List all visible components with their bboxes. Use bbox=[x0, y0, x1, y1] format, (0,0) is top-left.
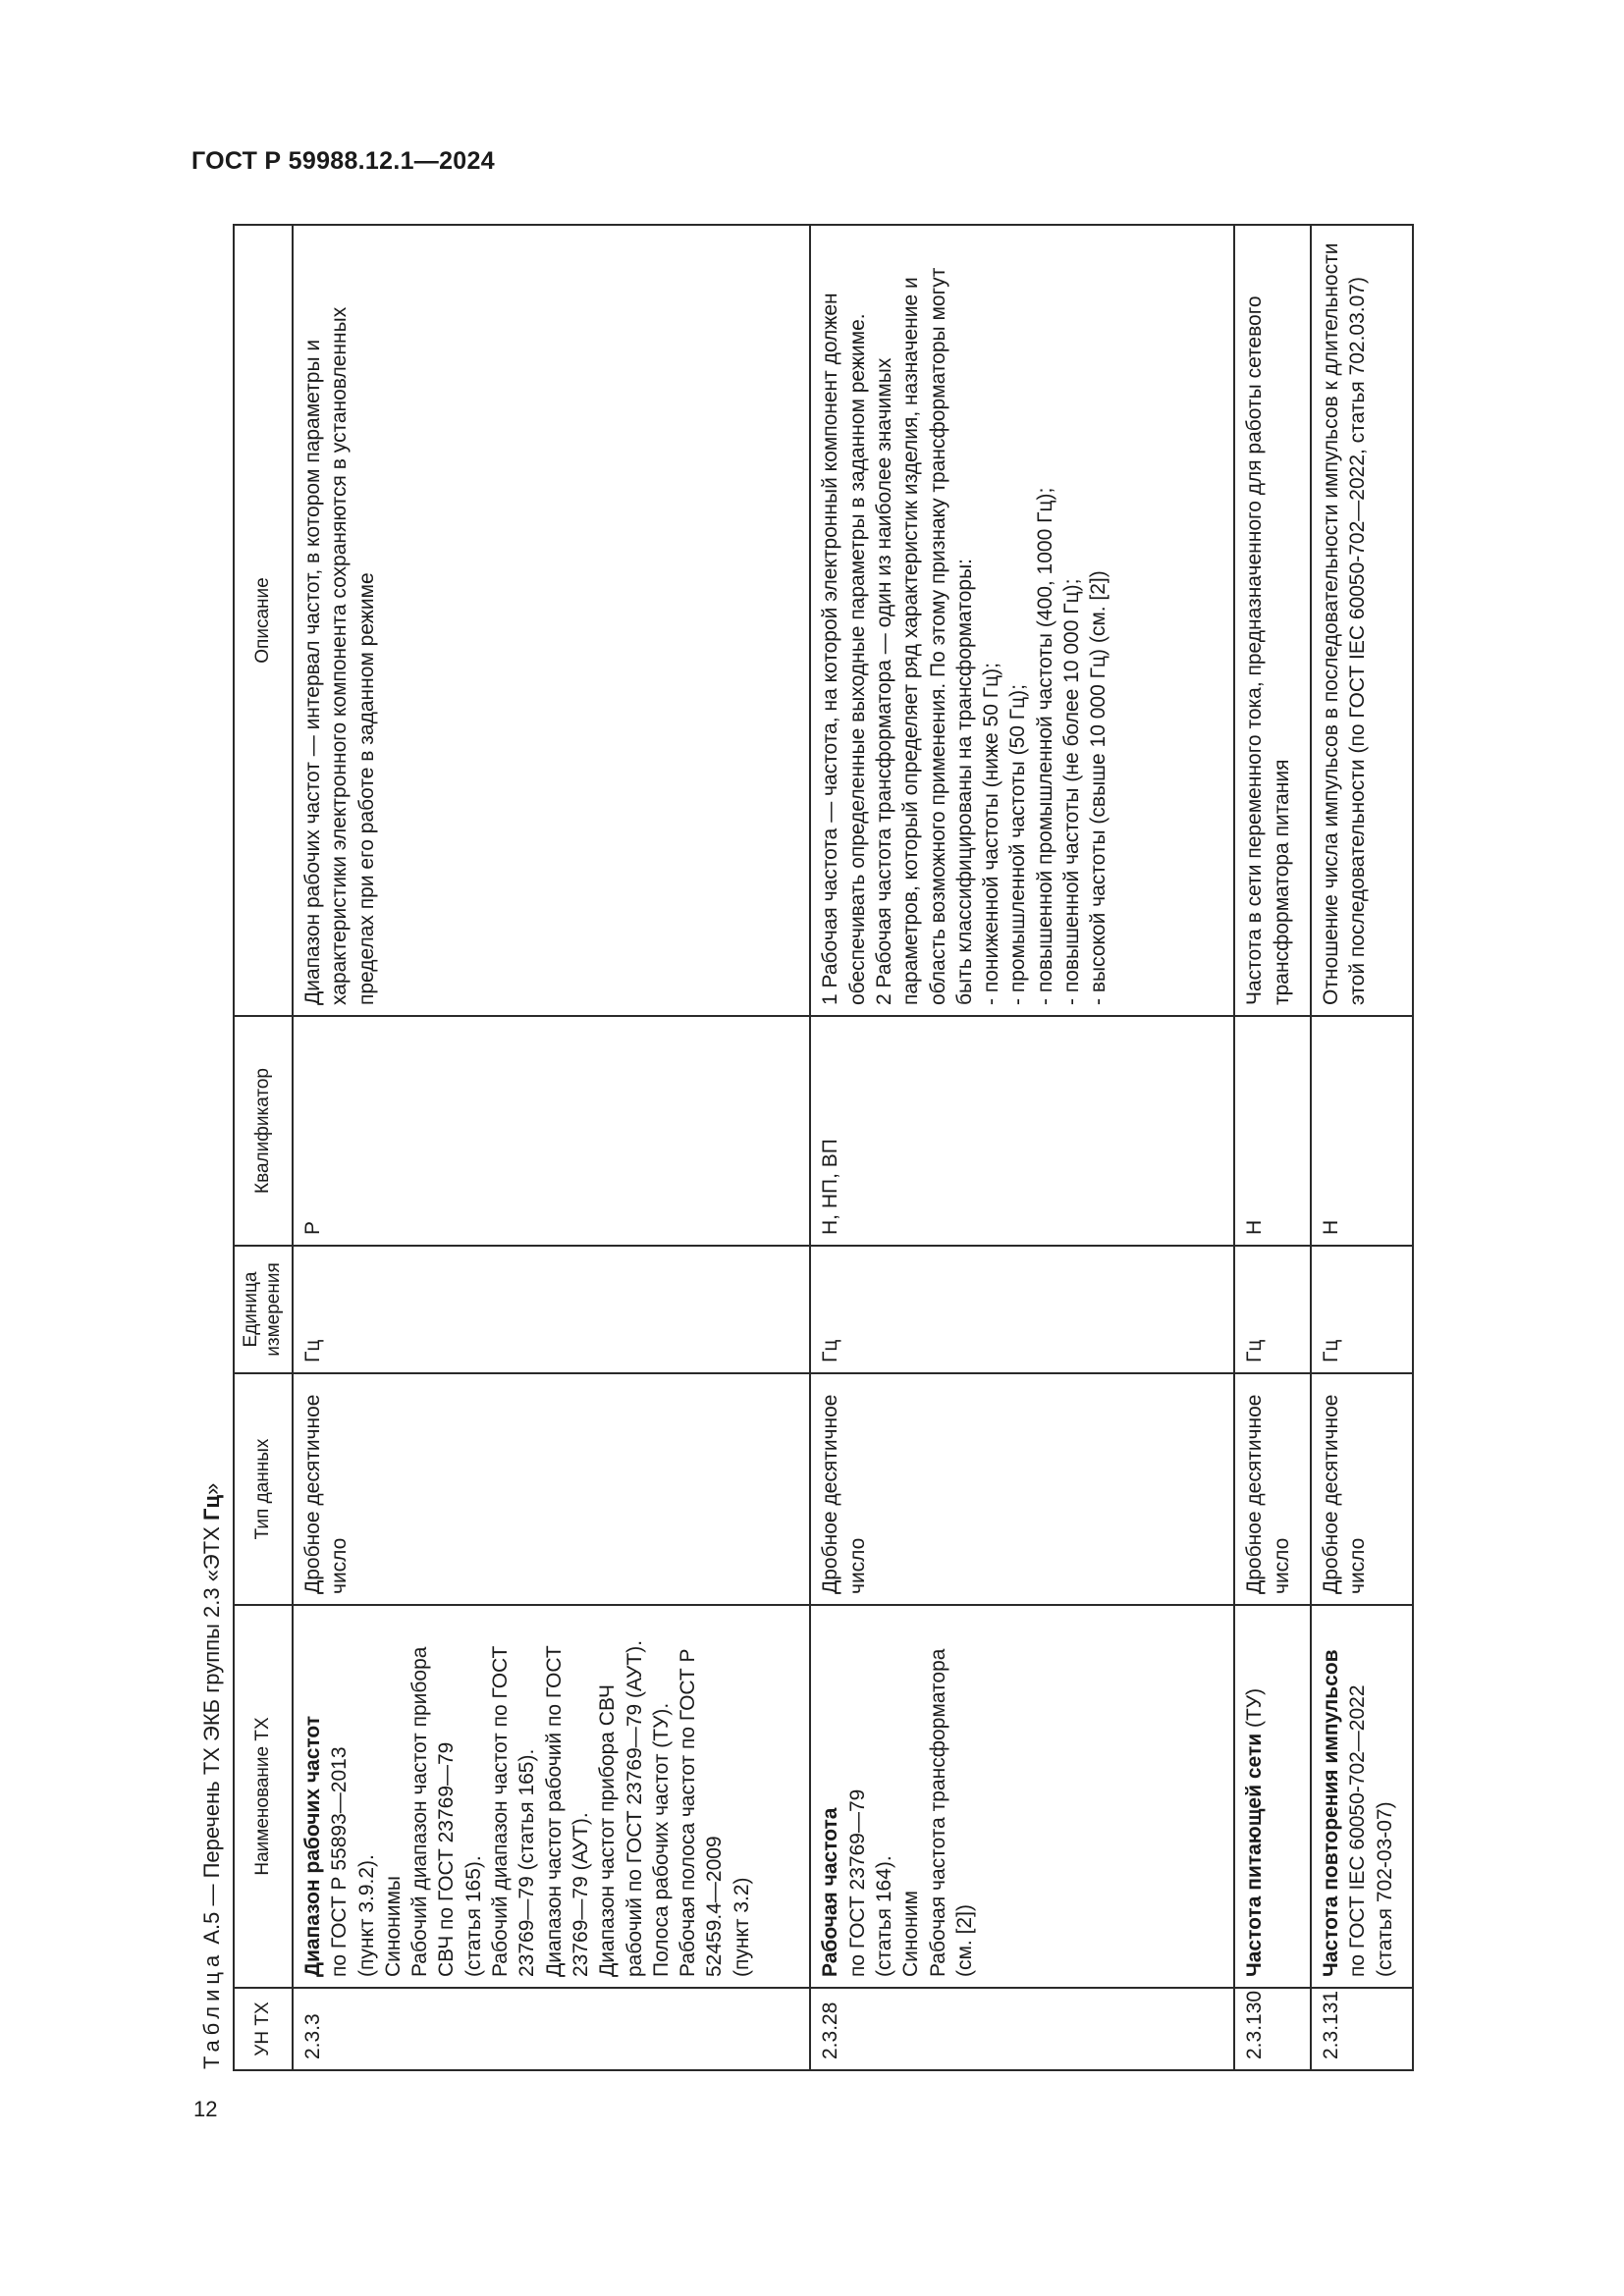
name-line: Диапазон частот прибора СВЧ рабочий по ГОСТ 23769—79 (АУТ). bbox=[596, 1639, 646, 1977]
table-header-row bbox=[234, 225, 293, 2070]
cell-qualifier: Н bbox=[1234, 1016, 1311, 1246]
description-line: 2 Рабочая частота трансформатора — один из наиболее значимых параметров, который определяет ряд характеристик изделия, назначение и область возможного применения. По этому признаку трансформаторы могут быть классифицированы на трансформаторы: bbox=[872, 267, 976, 1005]
description-line: 1 Рабочая частота — частота, на которой электронный компонент должен обеспечивать определенные выходные параметры в заданном режиме. bbox=[819, 293, 869, 1005]
table-row bbox=[293, 225, 810, 2070]
caption-prefix: Таблица bbox=[199, 1949, 224, 2069]
description-line: - промышленной частоты (50 Гц); bbox=[1006, 684, 1030, 1005]
name-line: (пункт 3.2) bbox=[730, 1877, 753, 1977]
rotated-table-area bbox=[191, 226, 1414, 2071]
description-line: - повышенной частоты (не более 10 000 Гц); bbox=[1060, 578, 1084, 1005]
name-line: Рабочий диапазон частот по ГОСТ 23769—79 (статья 165). bbox=[489, 1645, 539, 1977]
cell-unit: Гц bbox=[1234, 1246, 1311, 1373]
name-line: Рабочая частота трансформатора bbox=[926, 1648, 949, 1977]
cell-description bbox=[810, 225, 1234, 1016]
description-line: - пониженной частоты (ниже 50 Гц); bbox=[980, 663, 1003, 1005]
name-line: (статья 165). bbox=[461, 1855, 485, 1977]
description-line: Частота в сети переменного тока, предназначенного для работы сетевого трансформатора питания bbox=[1243, 295, 1293, 1005]
name-line: (статья 702-03-07) bbox=[1373, 1801, 1396, 1977]
name-title: Частота питающей сети bbox=[1243, 1733, 1267, 1977]
cell-name bbox=[293, 1605, 810, 1988]
name-line: Диапазон частот рабочий по ГОСТ 23769—79 (АУТ). bbox=[542, 1645, 592, 1977]
cell-type: Дробное десятичное число bbox=[1234, 1373, 1311, 1605]
name-line: по ГОСТ Р 55893—2013 bbox=[328, 1746, 352, 1977]
cell-qualifier: Н, НП, ВП bbox=[810, 1016, 1234, 1246]
cell-description bbox=[293, 225, 810, 1016]
cell-description bbox=[1311, 225, 1413, 1016]
cell-id: 2.3.3 bbox=[293, 1988, 810, 2070]
characteristics-table bbox=[233, 224, 1414, 2071]
header-qualifier: Квалификатор bbox=[234, 1016, 293, 1246]
description-line: - повышенной промышленной частоты (400, 1000 Гц); bbox=[1033, 487, 1056, 1005]
header-id: УН ТХ bbox=[234, 1988, 293, 2070]
description-line: - высокой частоты (свыше 10 000 Гц) (см. [2]) bbox=[1087, 570, 1110, 1005]
cell-id: 2.3.28 bbox=[810, 1988, 1234, 2070]
table-caption bbox=[191, 226, 233, 2071]
caption-end: » bbox=[199, 1482, 224, 1496]
cell-name bbox=[1311, 1605, 1413, 1988]
name-line: Синонимы bbox=[381, 1875, 405, 1977]
name-title: Рабочая частота bbox=[819, 1807, 842, 1977]
name-line: (пункт 3.9.2). bbox=[354, 1854, 378, 1977]
name-title: Диапазон рабочих частот bbox=[301, 1716, 324, 1977]
table-row bbox=[1311, 225, 1413, 2070]
caption-bold: Гц bbox=[199, 1495, 224, 1522]
cell-name bbox=[1234, 1605, 1311, 1988]
name-title: Частота повторения импульсов bbox=[1319, 1649, 1342, 1977]
cell-description bbox=[1234, 225, 1311, 1016]
name-line: Синоним bbox=[899, 1891, 923, 1977]
document-number: ГОСТ Р 59988.12.1—2024 bbox=[191, 147, 495, 175]
page-number: 12 bbox=[193, 2097, 218, 2121]
cell-name bbox=[810, 1605, 1234, 1988]
description-line: Диапазон рабочих частот — интервал частот, в котором параметры и характеристики электронного компонента сохраняются в установленных пределах при его работе в заданном режиме bbox=[301, 306, 378, 1005]
header-description: Описание bbox=[234, 225, 293, 1016]
cell-id: 2.3.130 bbox=[1234, 1988, 1311, 2070]
name-line: Рабочая полоса частот по ГОСТ Р 52459.4—2009 bbox=[677, 1648, 727, 1977]
name-line: по ГОСТ 23769—79 bbox=[845, 1789, 869, 1977]
name-suffix: (ТУ) bbox=[1243, 1687, 1267, 1734]
cell-type: Дробное десятичное число bbox=[293, 1373, 810, 1605]
caption-text: А.5 — Перечень ТХ ЭКБ группы 2.3 «ЭТХ bbox=[199, 1521, 224, 1950]
header-name: Наименование ТХ bbox=[234, 1605, 293, 1988]
cell-id: 2.3.131 bbox=[1311, 1988, 1413, 2070]
name-line: (статья 164). bbox=[872, 1855, 895, 1977]
cell-type: Дробное десятичное число bbox=[1311, 1373, 1413, 1605]
table-row bbox=[810, 225, 1234, 2070]
table-row bbox=[1234, 225, 1311, 2070]
cell-unit: Гц bbox=[810, 1246, 1234, 1373]
name-line: (см. [2]) bbox=[952, 1904, 976, 1977]
cell-unit: Гц bbox=[293, 1246, 810, 1373]
description-line: Отношение числа импульсов в последовательности импульсов к длительности этой последовательности (по ГОСТ IEC 60050-702—2022, статья 702.03.07) bbox=[1319, 242, 1370, 1005]
cell-unit: Гц bbox=[1311, 1246, 1413, 1373]
name-line: по ГОСТ IEC 60050-702—2022 bbox=[1346, 1684, 1370, 1977]
name-line: Полоса рабочих частот (ТУ). bbox=[649, 1702, 673, 1977]
cell-type: Дробное десятичное число bbox=[810, 1373, 1234, 1605]
header-type: Тип данных bbox=[234, 1373, 293, 1605]
cell-qualifier: Н bbox=[1311, 1016, 1413, 1246]
header-unit: Единица измерения bbox=[234, 1246, 293, 1373]
name-line: Рабочий диапазон частот прибора СВЧ по ГОСТ 23769—79 bbox=[408, 1646, 459, 1977]
cell-qualifier: Р bbox=[293, 1016, 810, 1246]
